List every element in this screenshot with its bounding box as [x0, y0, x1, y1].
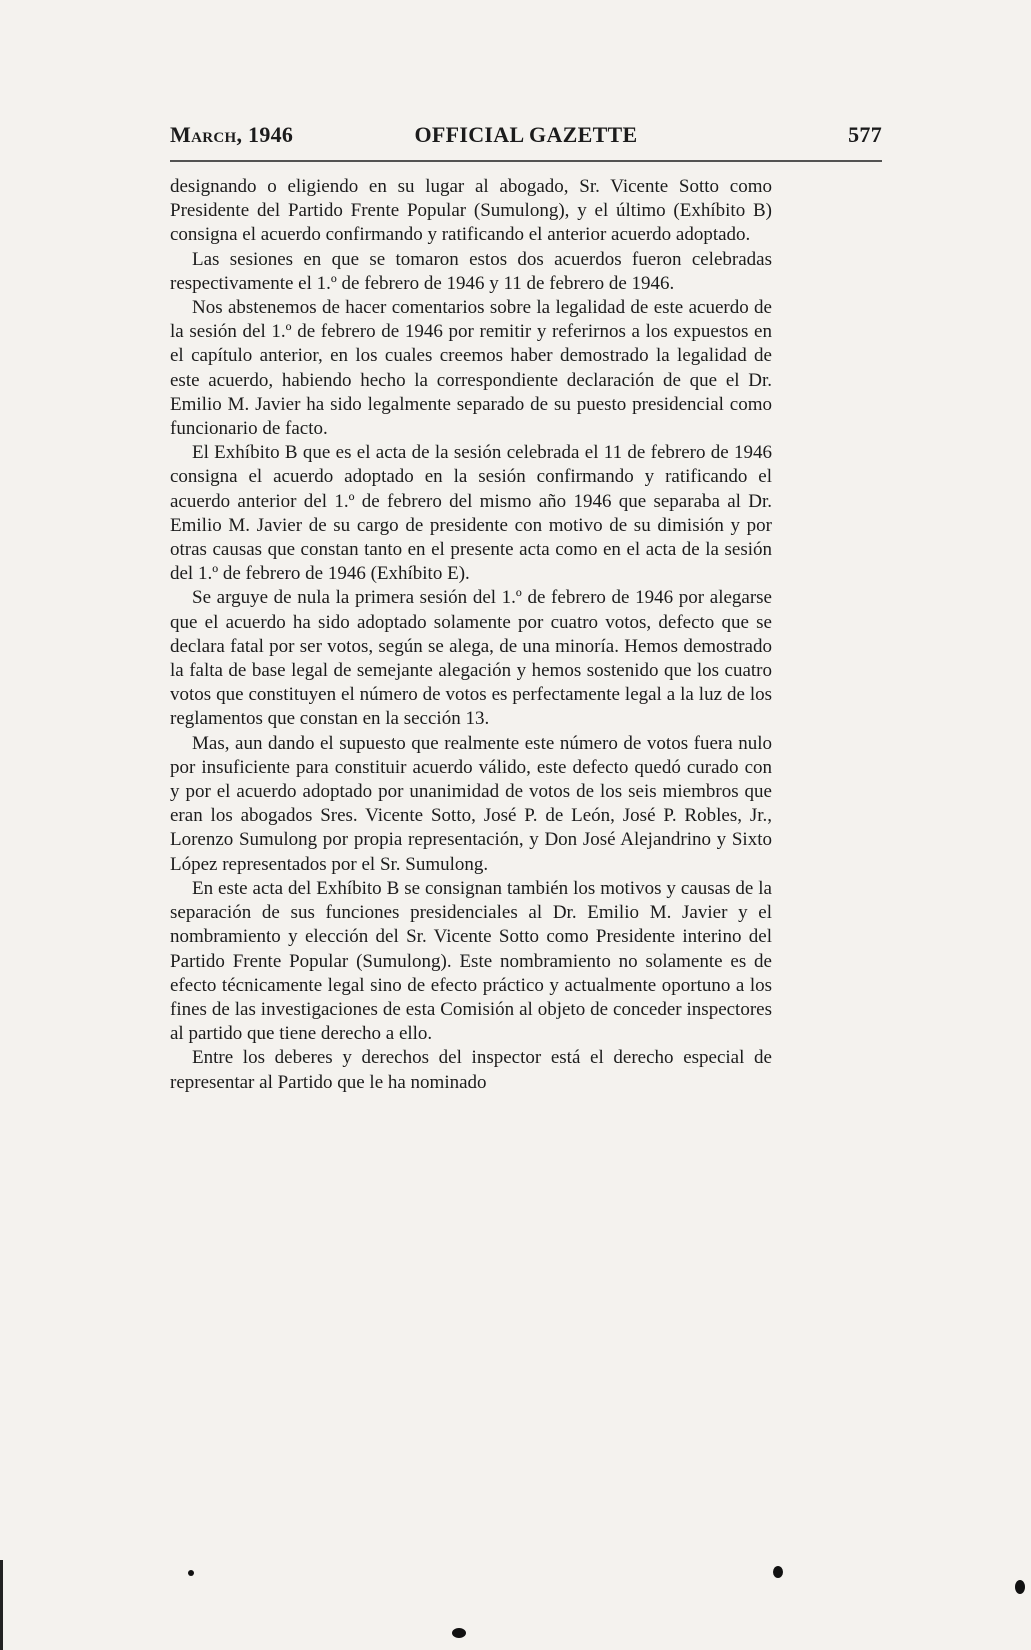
paragraph-4: El Exhíbito B que es el acta de la sesión celebrada el 11 de febrero de 1946 consigna el acuerdo adoptado en la sesión confirmando y ratificando el acuerdo anterior del 1.º de febrero del mismo año 1946 que separaba al Dr. Emilio M. Javier de su cargo de presidente con motivo de su dimisión y por otras causas que constan tanto en el presente acta como en el acta de la sesión del 1.º de febrero de 1946 (Exhíbito E). [170, 442, 772, 585]
paragraph-7: En este acta del Exhíbito B se consignan también los motivos y causas de la separación de sus funciones presidenciales al Dr. Emilio M. Javier y el nombramiento y elección del Sr. Vicente Sotto como Presidente interino del Partido Frente Popular (Sumulong). Este nombramiento no solamente es de efecto técnicamente legal sino de efecto práctico y actualmente oportuno a los fines de las investigaciones de esta Comisión al objeto de conceder inspectores al partido que tiene derecho a ello. [170, 877, 772, 1045]
scan-speck [773, 1566, 783, 1578]
header-year: , 1946 [236, 122, 294, 147]
scan-speck [1015, 1580, 1025, 1594]
body-text [170, 175, 772, 1095]
paragraph-2: Las sesiones en que se tomaron estos dos acuerdos fueron celebradas respectivamente el 1.º de febrero de 1946 y 11 de febrero de 1946. [170, 248, 772, 294]
header-rule [170, 160, 882, 162]
paragraph-8: Entre los deberes y derechos del inspector está el derecho especial de representar al Partido que le ha nominado [170, 1047, 772, 1093]
paragraph-6: Mas, aun dando el supuesto que realmente este número de votos fuera nulo por insuficiente para constituir acuerdo válido, este defecto quedó curado con y por el acuerdo adoptado por unanimidad de votos de los seis miembros que eran los abogados Sres. Vicente Sotto, José P. de León, José P. Robles, Jr., Lorenzo Sumulong por propia representación, y Don José Alejandrino y Sixto López representados por el Sr. Sumulong. [170, 732, 772, 875]
paragraph-1: designando o eligiendo en su lugar al abogado, Sr. Vicente Sotto como Presidente del Partido Frente Popular (Sumulong), y el último (Exhíbito B) consigna el acuerdo confirmando y ratificando el anterior acuerdo adoptado. [170, 176, 772, 246]
scan-speck [452, 1628, 466, 1638]
scan-speck [188, 1570, 194, 1576]
page-number: 577 [848, 122, 882, 147]
header-month: March [170, 122, 237, 147]
header-title: OFFICIAL GAZETTE [414, 122, 638, 147]
scan-edge-mark [0, 1560, 3, 1650]
paragraph-3: Nos abstenemos de hacer comentarios sobre la legalidad de este acuerdo de la sesión del 1.º de febrero de 1946 por remitir y referirnos a los expuestos en el capítulo anterior, en los cuales creemos haber demostrado la legalidad de este acuerdo, habiendo hecho la correspondiente declaración de que el Dr. Emilio M. Javier ha sido legalmente separado de su puesto presidencial como funcionario de facto. [170, 297, 772, 440]
running-header [170, 122, 882, 156]
paragraph-5: Se arguye de nula la primera sesión del 1.º de febrero de 1946 por alegarse que el acuerdo ha sido adoptado solamente por cuatro votos, defecto que se declara fatal por ser votos, según se alega, de una minoría. Hemos demostrado la falta de base legal de semejante alegación y hemos sostenido que los cuatro votos que constituyen el número de votos es perfectamente legal a la luz de los reglamentos que constan en la sección 13. [170, 587, 772, 730]
